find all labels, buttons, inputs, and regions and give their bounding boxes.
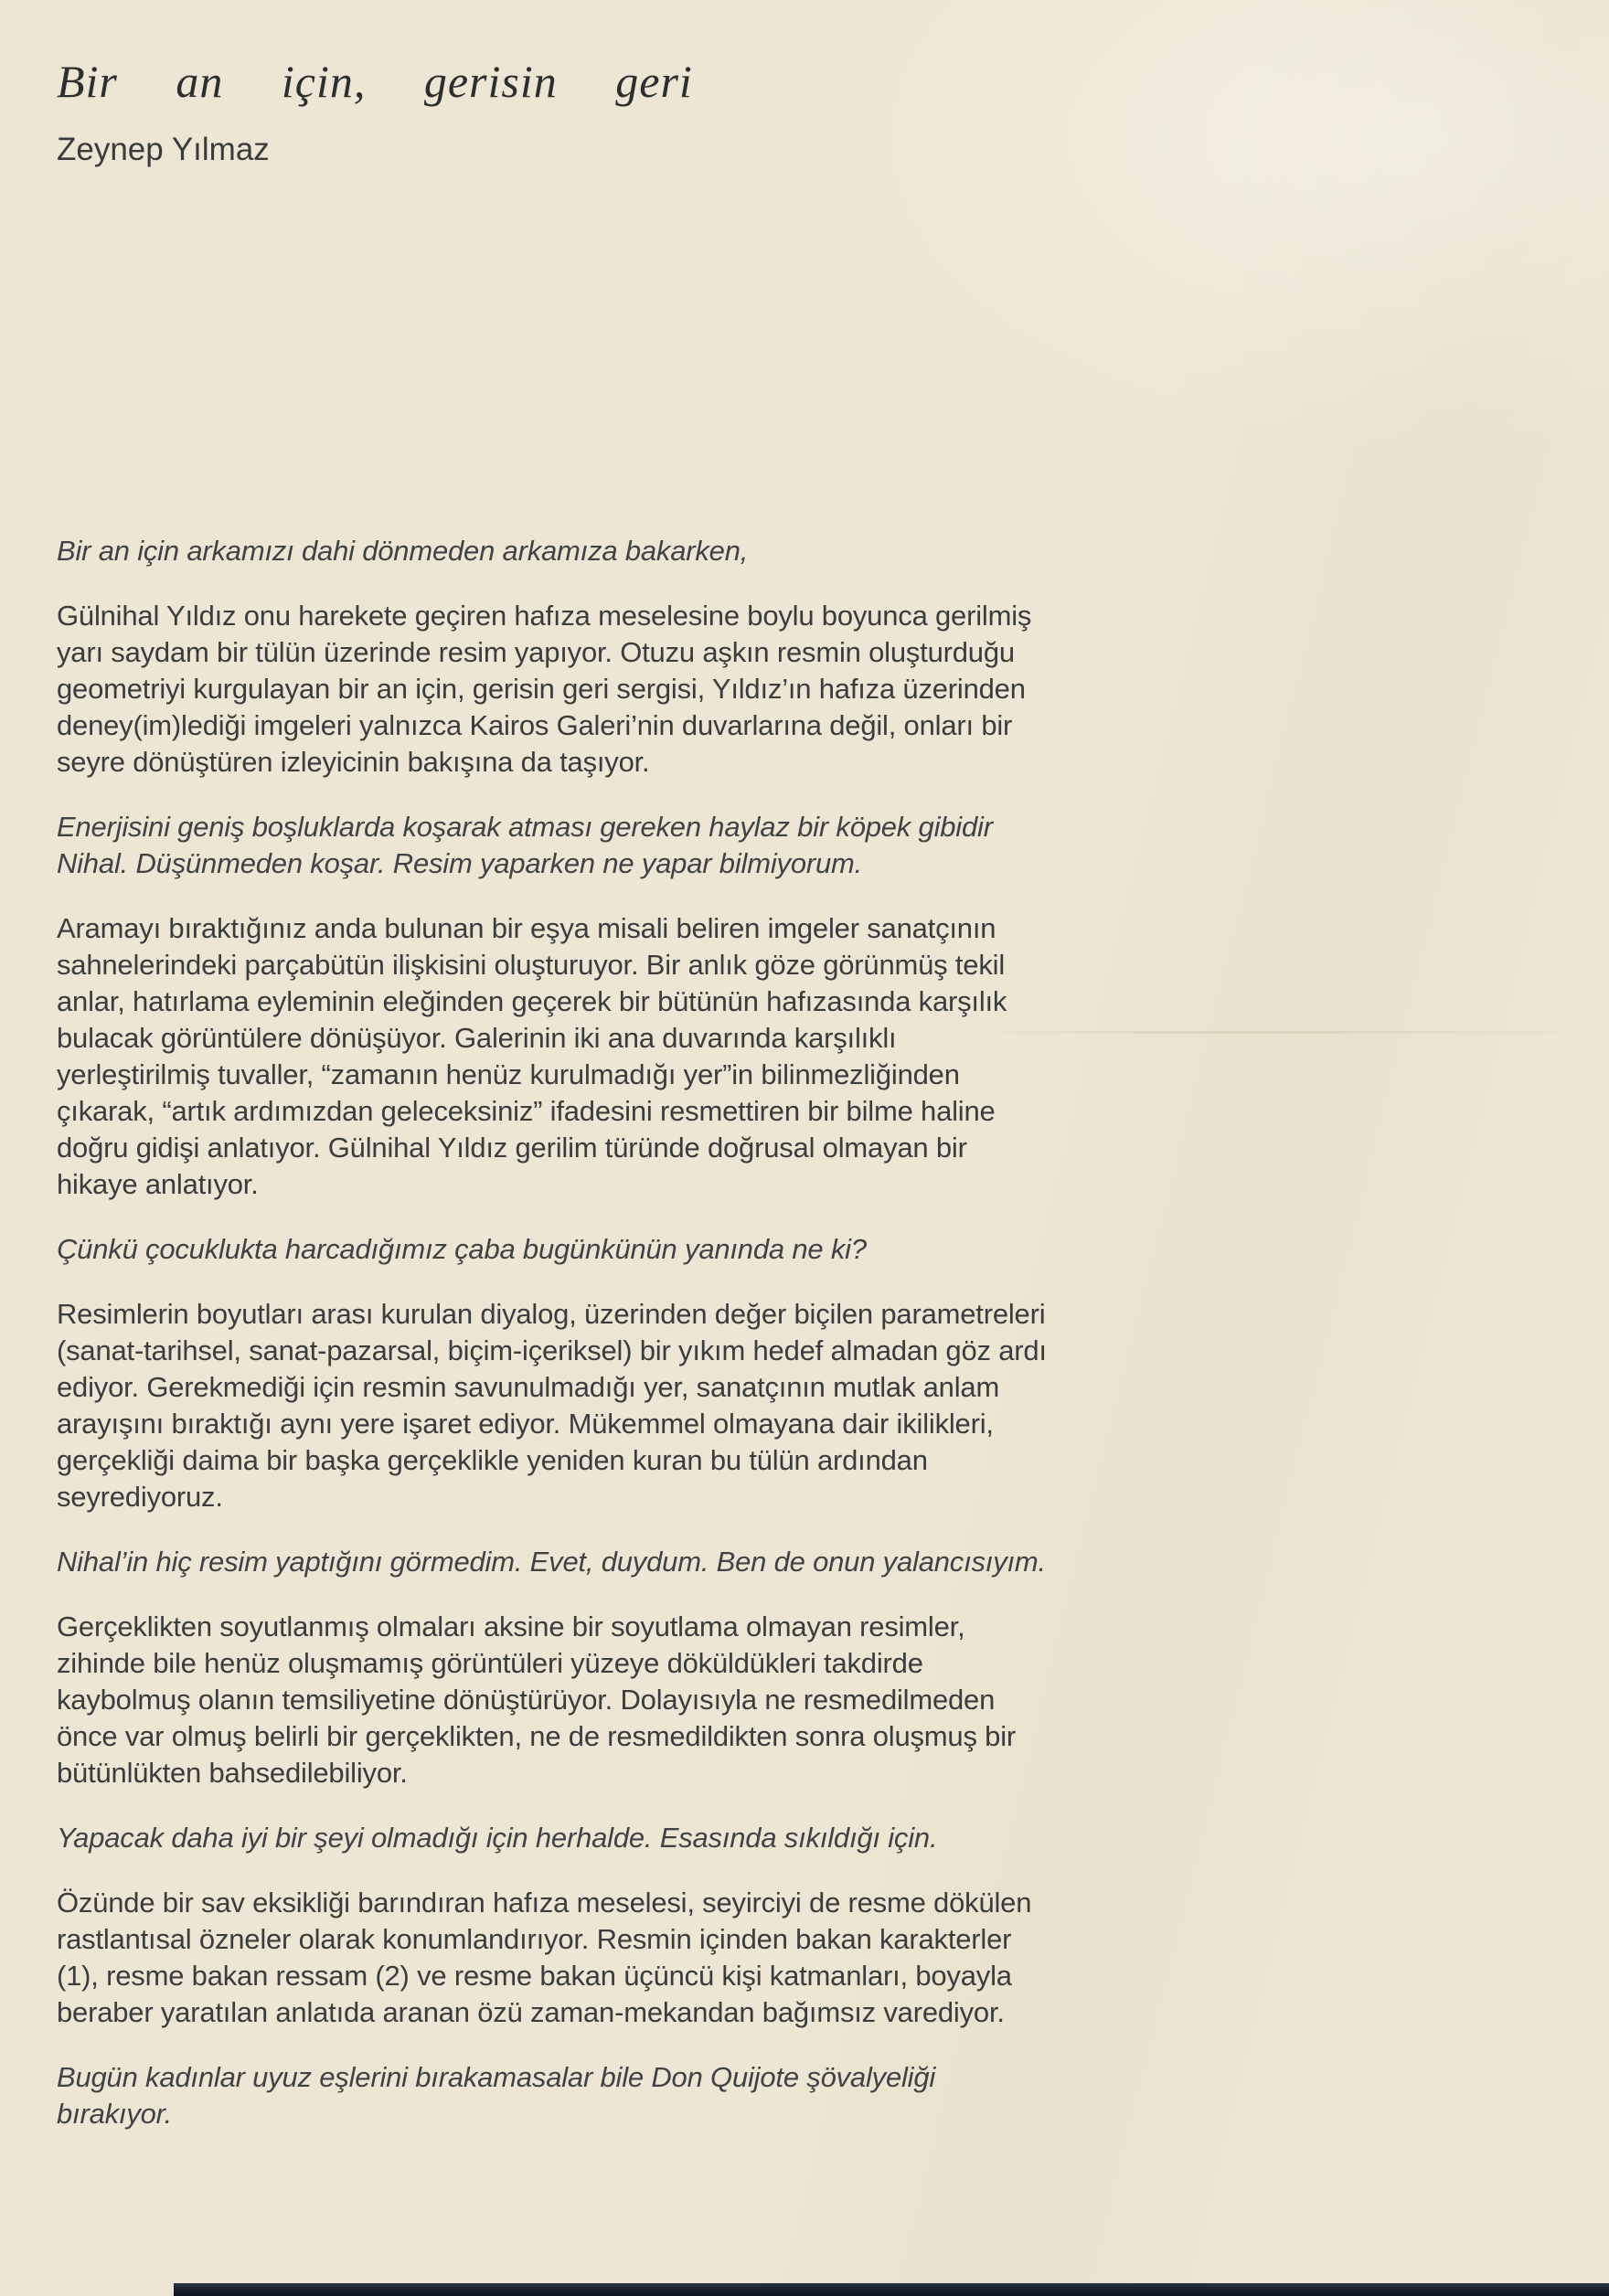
body-paragraph: Gerçeklikten soyutlanmış olmaları aksine bir soyutlama olmayan resimler, zihinde bile henüz oluşmamış görüntüleri yüzeye döküldükleri takdirde kaybolmuş olanın temsiliyetine dönüştürüyor. Dolayısıyla ne resmedilmeden önce var olmuş belirli bir gerçeklikten, ne de resmedildikten sonra oluşmuş bir bütünlükten bahsedilebiliyor. bbox=[57, 1610, 1017, 1789]
pull-quote-paragraph: Yapacak daha iyi bir şeyi olmadığı için herhalde. Esasında sıkıldığı için. bbox=[57, 1822, 938, 1854]
pull-quote-paragraph: Bir an için arkamızı dahi dönmeden arkamıza bakarken, bbox=[57, 535, 749, 567]
pull-quote-paragraph: Enerjisini geniş boşluklarda koşarak atması gereken haylaz bir köpek gibidir Nihal. Düşünmeden koşar. Resim yaparken ne yapar bilmiyorum. bbox=[57, 811, 993, 879]
pull-quote-paragraph: Nihal’in hiç resim yaptığını görmedim. Evet, duydum. Ben de onun yalancısıyım. bbox=[57, 1546, 1046, 1578]
body-paragraph: Özünde bir sav eksikliği barındıran hafıza meselesi, seyirciyi de resme dökülen rastlantısal özneler olarak konumlandırıyor. Resmin içinden bakan karakterler (1), resme bakan ressam (2) ve resme bakan üçüncü kişi katmanları, boyayla beraber yaratılan anlatıda aranan özü zaman-mekandan bağımsız varediyor. bbox=[57, 1887, 1032, 2028]
author-byline: Zeynep Yılmaz bbox=[57, 132, 270, 167]
page-title: Bir an için, gerisin geri bbox=[57, 56, 693, 107]
body-paragraph: Aramayı bıraktığınız anda bulunan bir eşya misali beliren imgeler sanatçının sahnelerindeki parçabütün ilişkisini oluşturuyor. Bir anlık göze görünmüş tekil anlar, hatırlama eyleminin eleğinden geçerek bir bütünün hafızasında karşılık bulacak görüntülere dönüşüyor. Galerinin iki ana duvarında karşılıklı yerleştirilmiş tuvaller, “zamanın henüz kurulmadığı yer”in bilinmezliğinden çıkarak, “artık ardımızdan geleceksiniz” ifadesini resmettiren bir bilme haline doğru gidişi anlatıyor. Gülnihal Yıldız gerilim türünde doğrusal olmayan bir hikaye anlatıyor. bbox=[57, 912, 1007, 1200]
pull-quote-paragraph: Çünkü çocuklukta harcadığımız çaba bugünkünün yanında ne ki? bbox=[57, 1233, 867, 1265]
body-paragraph: Resimlerin boyutları arası kurulan diyalog, üzerinden değer biçilen parametreleri (sanat-tarihsel, sanat-pazarsal, biçim-içeriksel) bir yıkım hedef almadan göz ardı ediyor. Gerekmediği için resmin savunulmadığı yer, sanatçının mutlak anlam arayışını bıraktığı aynı yere işaret ediyor. Mükemmel olmayana dair ikilikleri, gerçekliği daima bir başka gerçeklikle yeniden kuran bu tülün ardından seyrediyoruz. bbox=[57, 1298, 1047, 1513]
pull-quote-paragraph: Bugün kadınlar uyuz eşlerini bırakamasalar bile Don Quijote şövalyeliği bırakıyor. bbox=[57, 2061, 936, 2130]
body-paragraph: Gülnihal Yıldız onu harekete geçiren hafıza meselesine boylu boyunca gerilmiş yarı saydam bir tülün üzerinde resim yapıyor. Otuzu aşkın resmin oluşturduğu geometriyi kurgulayan bir an için, gerisin geri sergisi, Yıldız’ın hafıza üzerinden deney(im)lediği imgeleri yalnızca Kairos Galeri’nin duvarlarına değil, onları bir seyre dönüştüren izleyicinin bakışına da taşıyor. bbox=[57, 600, 1032, 778]
bottom-scan-edge-bar bbox=[174, 2283, 1609, 2296]
article-body bbox=[57, 533, 1049, 2132]
